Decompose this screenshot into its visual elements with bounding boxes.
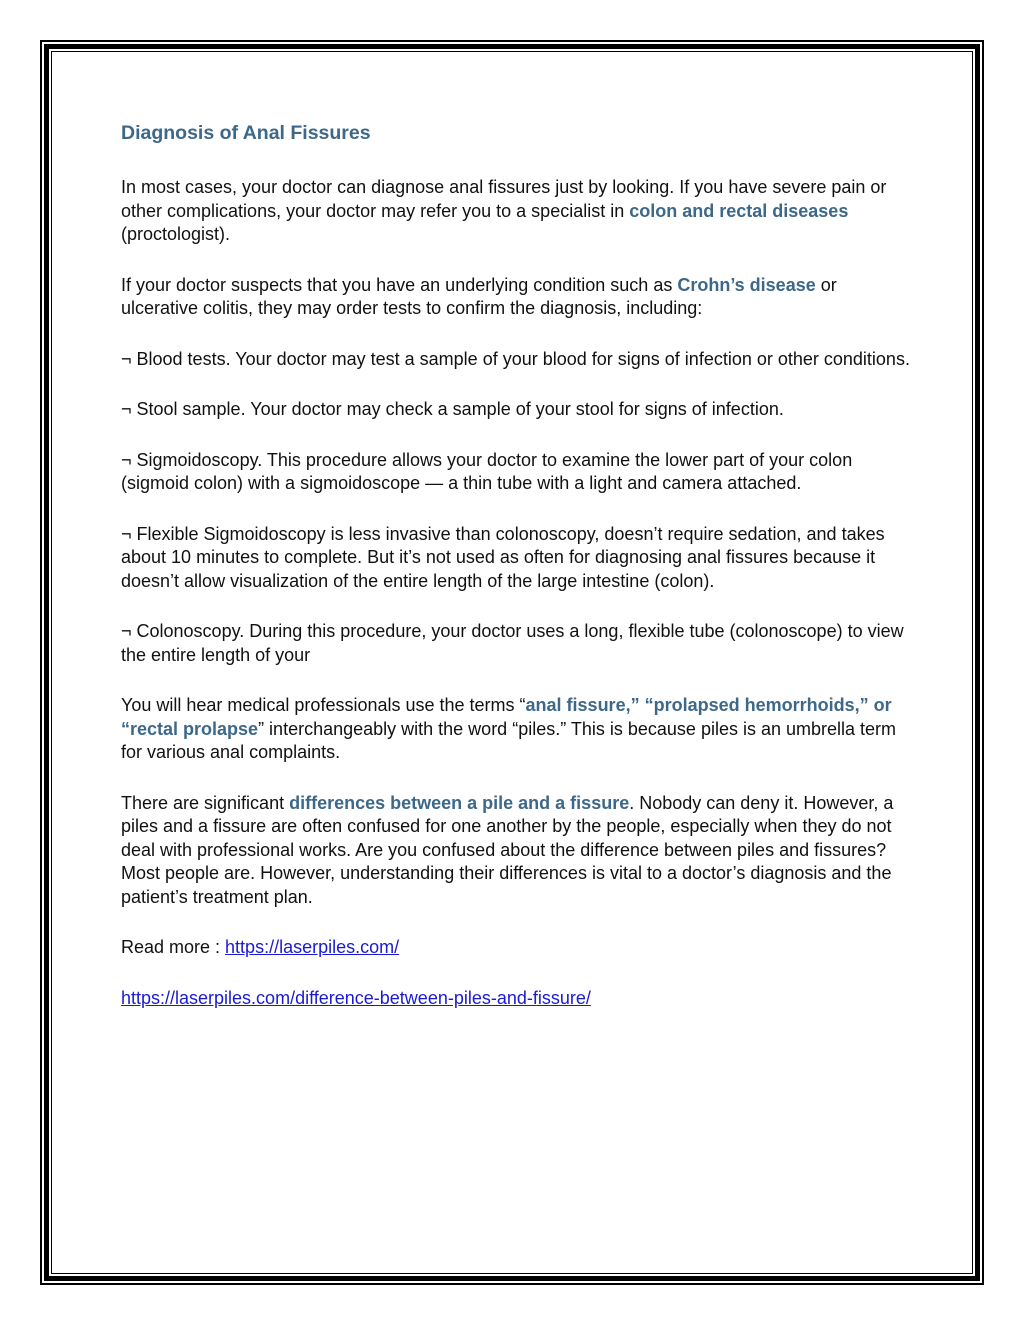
paragraph-text: There are significant (121, 792, 290, 813)
highlight-term: Crohn’s disease (677, 274, 816, 295)
paragraph-terms (121, 694, 911, 765)
highlight-term: colon and rectal diseases (629, 200, 849, 221)
paragraph-text: In most cases, your doctor can diagnose anal fissures just by looking. If you have severe pain or other complications, your doctor may refer you to a specialist in (121, 177, 887, 221)
article-link-line (121, 987, 911, 1011)
list-item-sigmoidoscopy: ¬ Sigmoidoscopy. This procedure allows your doctor to examine the lower part of your colon (sigmoid colon) with a sigmoidoscope — a thin tube with a light and camera attached. (121, 449, 853, 493)
highlight-term: differences between a pile and a fissure (289, 792, 630, 813)
article-link[interactable]: https://laserpiles.com/difference-between-piles-and-fissure/ (121, 987, 591, 1008)
paragraph-conditions (121, 274, 911, 321)
paragraph-text: . Nobody can deny it. However, a piles and a fissure are often confused for one another by the people, especially when they do not deal with professional works. Are you confused about the difference between piles and fissures? Most people are. However, understanding their differences is vital to a doctor’s diagnosis and the patient’s treatment plan. (121, 792, 894, 907)
paragraph-text: You will hear medical professionals use the terms “ (121, 695, 526, 715)
list-item-blood-tests: ¬ Blood tests. Your doctor may test a sample of your blood for signs of infection or other conditions. (121, 348, 910, 369)
paragraph-text: ” interchangeably with the word “piles.” This is because piles is an umbrella term for various anal complaints. (121, 718, 897, 762)
highlight-term: anal fissure,” “prolapsed hemorrhoids,” or “rectal prolapse (121, 695, 892, 739)
document-body (121, 120, 911, 1037)
paragraph-text: If your doctor suspects that you have an underlying condition such as (121, 274, 678, 295)
homepage-link[interactable]: https://laserpiles.com/ (225, 937, 400, 957)
paragraph-text: (proctologist). (121, 224, 231, 244)
read-more-line (121, 936, 911, 960)
page-title: Diagnosis of Anal Fissures (121, 122, 371, 144)
paragraph-intro (121, 176, 911, 247)
read-more-label: Read more : (121, 937, 226, 957)
list-item-stool-sample: ¬ Stool sample. Your doctor may check a sample of your stool for signs of infection. (121, 399, 784, 419)
paragraph-differences (121, 792, 911, 910)
list-item-colonoscopy: ¬ Colonoscopy. During this procedure, your doctor uses a long, flexible tube (colonoscope) to view the entire length of your (121, 621, 904, 665)
list-item-flexible-sigmoidoscopy: ¬ Flexible Sigmoidoscopy is less invasive than colonoscopy, doesn’t require sedation, and takes about 10 minutes to complete. But it’s not used as often for diagnosing anal fissures because it doesn’t allow visualization of the entire length of the large intestine (colon). (121, 523, 885, 591)
paragraph-text: or ulcerative colitis, they may order tests to confirm the diagnosis, including: (121, 274, 837, 318)
